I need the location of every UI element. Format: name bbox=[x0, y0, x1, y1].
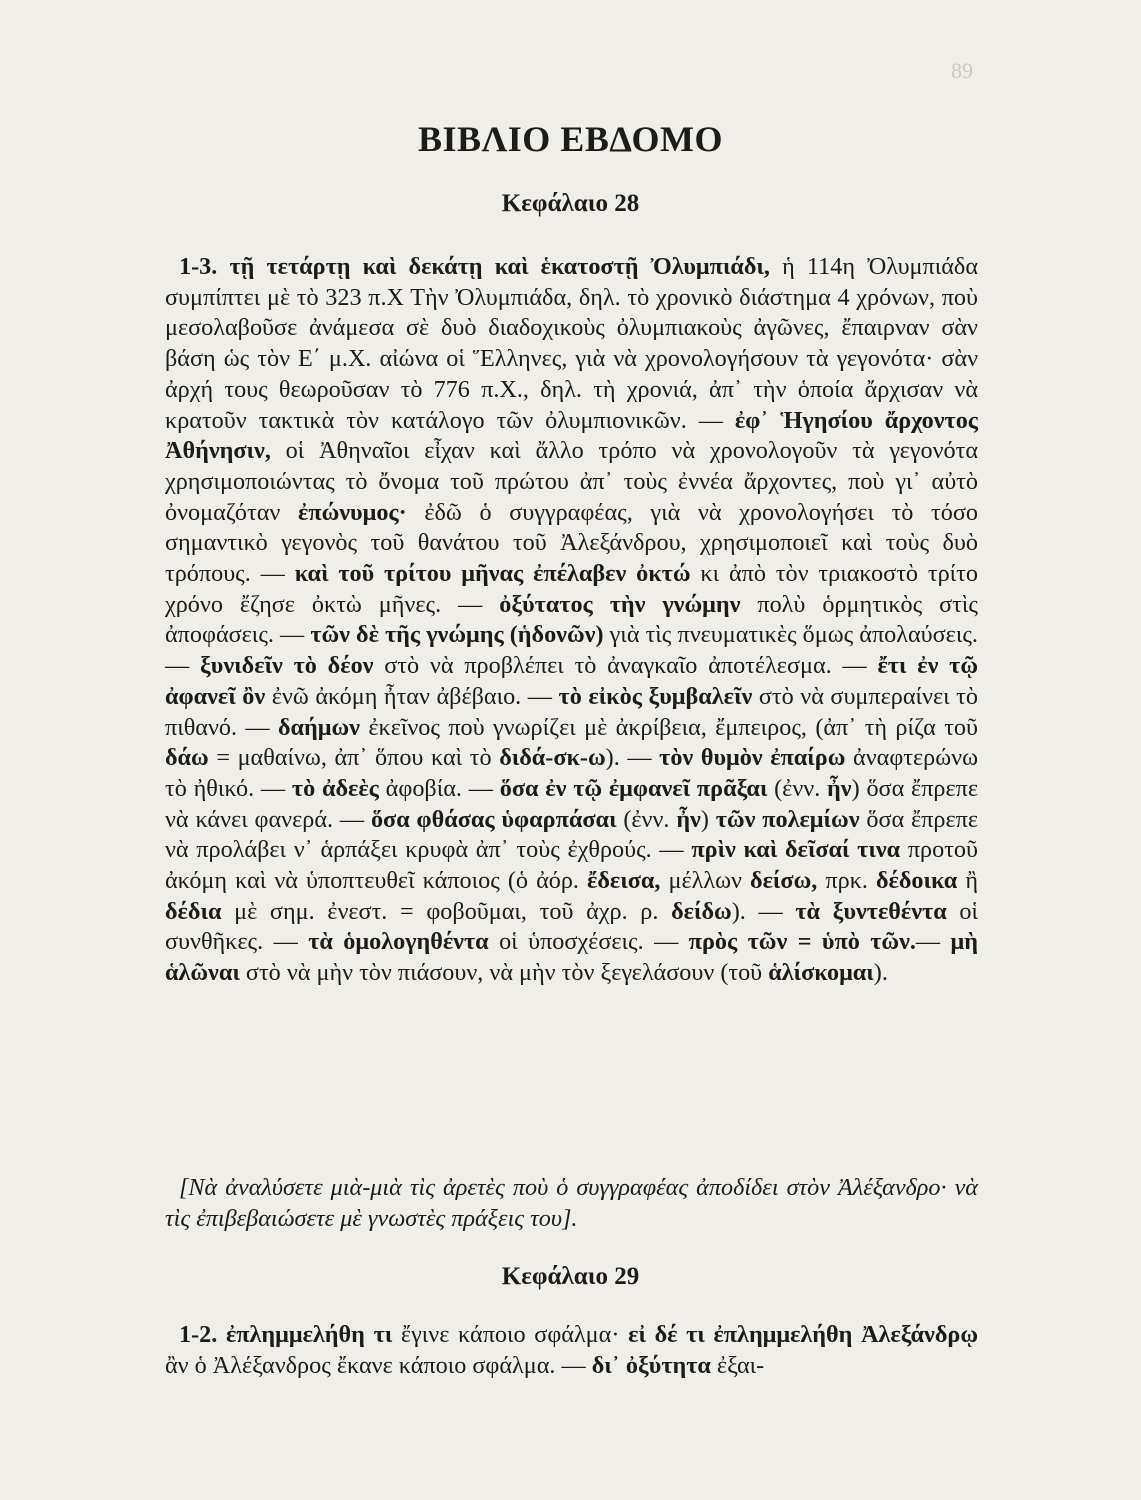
commentary-segment: ἀφοβία. — bbox=[378, 774, 500, 802]
commentary-segment: ξυνιδεῖν τὸ δέον bbox=[200, 652, 374, 680]
commentary-segment: ἐξαι- bbox=[710, 1351, 765, 1379]
commentary-segment: στὸ νὰ συμπεραίνει τὸ πιθανό. — bbox=[165, 682, 978, 741]
commentary-segment: τὸ ἀδεὲς bbox=[291, 774, 379, 802]
commentary-segment: καὶ τοῦ τρίτου μῆνας ἐπέλαβεν ὀκτώ bbox=[294, 560, 691, 588]
commentary-segment: μέλλων bbox=[660, 867, 751, 895]
commentary-segment: πρὸς τῶν = ὑπὸ τῶν. bbox=[688, 928, 916, 956]
chapter-29-title: Κεφάλαιο 29 bbox=[501, 1263, 640, 1290]
commentary-segment: ἐφ᾽ Ἡγησίου ἄρχοντος Ἀθήνησιν, bbox=[165, 406, 978, 465]
commentary-segment: ἐδῶ ὁ συγγραφέας, γιὰ νὰ χρονολογήσει τὸ τόσο σημαντικὸ γεγονὸς τοῦ θανάτου τοῦ Ἀλεξάνδρου, χρησιμοποιεῖ καὶ τοὺς δυὸ τρόπους. — bbox=[165, 498, 978, 588]
commentary-segment: (ἐνν. bbox=[616, 805, 677, 833]
commentary-segment: προτοῦ ἀκόμη καὶ νὰ ὑποπτευθεῖ κάποιος (ὁ ἀόρ. bbox=[165, 836, 979, 895]
commentary-segment: ὀξύτατος τὴν γνώμην bbox=[499, 590, 741, 618]
commentary-segment: ὅσα ἐν τῷ ἐμφανεῖ πρᾶξαι bbox=[499, 774, 768, 802]
commentary-segment: ἂν ὁ Ἀλέξανδρος ἔκανε κάποιο σφάλμα. — bbox=[165, 1351, 592, 1379]
commentary-segment: τὰ ὁμολογηθέντα bbox=[308, 928, 489, 956]
commentary-segment: = μαθαίνω, ἀπ᾽ ὅπου καὶ τὸ bbox=[208, 744, 500, 772]
commentary-segment: ). — bbox=[731, 897, 796, 925]
commentary-segment: δείδω bbox=[671, 897, 732, 925]
commentary-segment: δάω bbox=[165, 744, 209, 772]
commentary-segment: ἔγινε κάποιο σφάλμα· bbox=[392, 1321, 629, 1348]
commentary-segment: οἱ Ἀθηναῖοι εἶχαν καὶ ἄλλο τρόπο νὰ χρονολογοῦν τὰ γεγονότα χρησιμοποιώντας τὸ ὄνομα τοῦ πρώτου ἀπ᾽ τοὺς ἐννέα ἄρχοντες, ποὺ γι᾽ αὐτὸ ὀνομαζόταν bbox=[165, 437, 978, 526]
chapter-28-commentary bbox=[165, 252, 978, 989]
commentary-segment: δέδια bbox=[165, 897, 222, 925]
commentary-segment: διδά-σκ-ω bbox=[499, 744, 606, 772]
chapter-28-title: Κεφάλαιο 28 bbox=[501, 190, 640, 217]
commentary-segment: εἰ δέ τι ἐπλημμελήθη Ἀλεξάνδρῳ bbox=[628, 1321, 978, 1348]
commentary-segment: τὸν θυμὸν ἐπαίρω bbox=[659, 744, 846, 772]
commentary-segment: δι᾽ ὀξύτητα bbox=[591, 1351, 711, 1379]
commentary-segment: πρκ. bbox=[817, 867, 876, 895]
commentary-segment: ἐπώνυμος· bbox=[297, 498, 407, 526]
commentary-segment: ) ὅσα ἔπρεπε νὰ κάνει φανερά. — bbox=[165, 774, 979, 833]
commentary-segment: τῶν δὲ τῆς γνώμης (ἡδονῶν) bbox=[310, 621, 604, 649]
commentary-segment: — bbox=[915, 928, 951, 956]
commentary-segment: ἡ 114η Ὀλυμπιάδα συμπίπτει μὲ τὸ 323 π.Χ Τὴν Ὀλυμπιάδα, δηλ. τὸ χρονικὸ διάστημα 4 χρόνων, ποὺ μεσολαβοῦσε ἀνάμεσα σὲ δυὸ διαδοχικοὺς ὀλυμπιακοὺς ἀγῶνες, ἔπαιρναν σὰν βάση ὡς τὸν Ε΄ μ.Χ. αἰώνα οἱ Ἕλληνες, γιὰ νὰ χρονολογήσουν τὰ γεγονότα· σὰν ἀρχή τους θεωροῦσαν τὸ 776 π.Χ., δηλ. τὴ χρονιά, ἀπ᾽ τὴν ὁποία ἄρχισαν νὰ κρατοῦν τακτικὰ τὸν κατάλογο τῶν ὀλυμπιονικῶν. — bbox=[165, 253, 978, 434]
commentary-segment: δαήμων bbox=[277, 713, 360, 741]
commentary-segment: ἦν bbox=[676, 805, 701, 833]
commentary-segment: ἔτι ἐν τῷ ἀφανεῖ ὂν bbox=[165, 652, 979, 710]
commentary-segment: τὰ ξυντεθέντα bbox=[795, 897, 947, 925]
commentary-segment: ἢ bbox=[957, 867, 978, 895]
book-title: ΒΙΒΛΙΟ ΕΒΔΟΜΟ bbox=[417, 119, 724, 159]
commentary-segment: (ἐνν. bbox=[767, 774, 828, 802]
commentary-segment: δείσω, bbox=[750, 867, 818, 895]
exercise-note: [Νὰ ἀναλύσετε μιὰ-μιὰ τὶς ἀρετὲς ποὺ ὁ συγγραφέας ἀποδίδει στὸν Ἀλέξανδρο· νὰ τὶς ἐπιβεβαιώσετε μὲ γνωστὲς πράξεις του]. bbox=[165, 1174, 978, 1232]
commentary-segment: μὴ ἁλῶναι bbox=[165, 928, 978, 987]
commentary-segment: ἀναφτερώνω τὸ ἠθικό. — bbox=[165, 744, 979, 802]
commentary-segment: τὸ εἰκὸς ξυμβαλεῖν bbox=[558, 682, 753, 710]
chapter-29-commentary bbox=[165, 1320, 978, 1381]
commentary-segment: ) bbox=[700, 805, 716, 833]
commentary-segment: πολὺ ὁρμητικὸς στὶς ἀποφάσεις. — bbox=[165, 590, 978, 649]
commentary-segment: ἐνῶ ἀκόμη ἦταν ἀβέβαιο. — bbox=[265, 682, 559, 710]
commentary-segment: ). — bbox=[605, 744, 660, 772]
commentary-segment: οἱ ὑποσχέσεις. — bbox=[488, 928, 689, 956]
commentary-segment: ). bbox=[873, 959, 888, 987]
commentary-segment: ἔδεισα, bbox=[587, 867, 661, 895]
commentary-segment: κι ἀπὸ τὸν τριακοστὸ τρίτο χρόνο ἔζησε ὀκτὼ μῆνες. — bbox=[165, 560, 978, 618]
commentary-segment: οἱ συνθῆκες. — bbox=[165, 897, 978, 956]
commentary-segment: 1-2. ἐπλημμελήθη τι bbox=[179, 1321, 393, 1348]
commentary-segment: πρὶν καὶ δεῖσαί τινα bbox=[691, 836, 901, 864]
commentary-segment: στὸ νὰ μὴν τὸν πιάσουν, νὰ μὴν τὸν ξεγελάσουν (τοῦ bbox=[239, 959, 769, 987]
commentary-segment: ὅσα φθάσας ὑφαρπάσαι bbox=[370, 805, 617, 833]
commentary-segment: γιὰ τὶς πνευματικὲς ὅμως ἀπολαύσεις. — bbox=[165, 621, 978, 680]
commentary-segment: 1-3. τῇ τετάρτῃ καὶ δεκάτῃ καὶ ἑκατοστῇ Ὀλυμπιάδι, bbox=[179, 253, 770, 280]
commentary-segment: δέδοικα bbox=[875, 867, 958, 895]
commentary-segment: ἁλίσκομαι bbox=[768, 959, 874, 987]
page-number: 89 bbox=[951, 58, 973, 83]
commentary-segment: μὲ σημ. ἐνεστ. = φοβοῦμαι, τοῦ ἀχρ. ρ. bbox=[221, 897, 672, 925]
commentary-segment: ἐκεῖνος ποὺ γνωρίζει μὲ ἀκρίβεια, ἔμπειρος, (ἀπ᾽ τὴ ρίζα τοῦ bbox=[359, 713, 978, 741]
commentary-segment: ἦν bbox=[827, 774, 852, 802]
commentary-segment: ὅσα ἔπρεπε νὰ προλάβει ν᾽ ἁρπάξει κρυφὰ ἀπ᾽ τοὺς ἐχθρούς. — bbox=[165, 805, 978, 864]
commentary-segment: τῶν πολεμίων bbox=[715, 805, 860, 833]
commentary-segment: στὸ νὰ προβλέπει τὸ ἀναγκαῖο ἀποτέλεσμα. — bbox=[373, 652, 878, 680]
